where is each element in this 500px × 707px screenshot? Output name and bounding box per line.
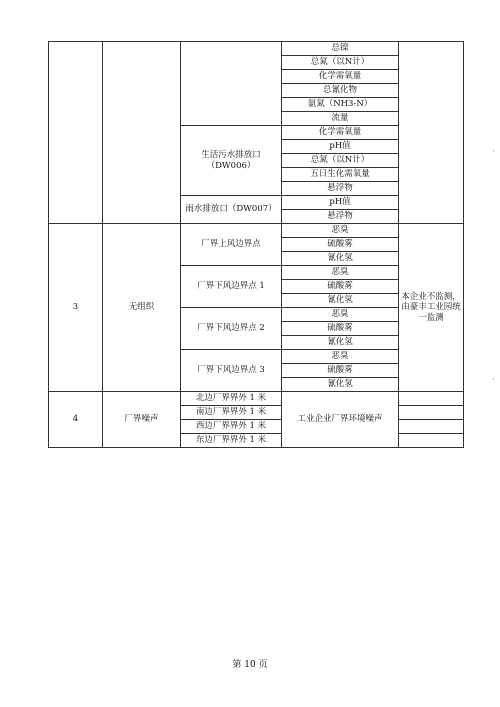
point-cell: 南边厂界界外 1 米 [181, 406, 282, 420]
note-cell-blank [399, 42, 464, 224]
point-cell: 厂界下风边界点 2 [181, 308, 282, 350]
item-cell: 氰化氢 [282, 252, 399, 266]
item-cell: 恶臭 [282, 308, 399, 322]
item-cell: pH值 [282, 196, 399, 210]
table-row [49, 224, 464, 238]
item-cell: 氨氮（NH3-N） [282, 98, 399, 112]
item-cell: 硫酸雾 [282, 322, 399, 336]
point-cell: 西边厂界界外 1 米 [181, 420, 282, 434]
item-cell: 化学需氧量 [282, 70, 399, 84]
index-cell: 4 [49, 392, 103, 448]
scan-speck [493, 150, 494, 152]
item-cell: 流量 [282, 112, 399, 126]
item-cell: 恶臭 [282, 350, 399, 364]
item-cell: 硫酸雾 [282, 280, 399, 294]
item-cell: 硫酸雾 [282, 364, 399, 378]
item-cell: 硫酸雾 [282, 238, 399, 252]
item-cell: 氰化氢 [282, 336, 399, 350]
index-cell: 3 [49, 224, 103, 392]
point-cell: 厂界下风边界点 1 [181, 266, 282, 308]
category-cell: 厂界噪声 [103, 392, 181, 448]
item-cell: 总氮（以N计） [282, 56, 399, 70]
table-row [49, 392, 464, 406]
item-cell: 总氰化物 [282, 84, 399, 98]
point-cell: 厂界下风边界点 3 [181, 350, 282, 392]
page-number: 第 10 页 [232, 660, 268, 670]
item-cell: 总氮（以N计） [282, 154, 399, 168]
outlet-cell-blank [181, 42, 282, 126]
outlet-cell: 雨水排放口（DW007） [181, 196, 282, 224]
note-cell-blank [399, 406, 464, 420]
item-cell: 五日生化需氧量 [282, 168, 399, 182]
point-cell: 北边厂界界外 1 米 [181, 392, 282, 406]
item-cell: 悬浮物 [282, 182, 399, 196]
item-cell: 总镍 [282, 42, 399, 56]
category-cell: 无组织 [103, 224, 181, 392]
item-cell: 悬浮物 [282, 210, 399, 224]
standard-cell: 工业企业厂界环境噪声 [282, 392, 399, 448]
table-row [49, 42, 464, 56]
point-cell: 东边厂界界外 1 米 [181, 434, 282, 448]
note-cell: 本企业不监测，由豪丰工业园统一监测 [399, 224, 464, 392]
outlet-cell: 生活污水排放口（DW006） [181, 126, 282, 196]
item-cell: 恶臭 [282, 224, 399, 238]
item-cell: 氰化氢 [282, 378, 399, 392]
item-cell: pH值 [282, 140, 399, 154]
point-cell: 厂界上风边界点 [181, 224, 282, 266]
index-cell-blank [49, 42, 103, 224]
item-cell: 化学需氧量 [282, 126, 399, 140]
item-cell: 恶臭 [282, 266, 399, 280]
category-cell-blank [103, 42, 181, 224]
scan-speck [493, 378, 494, 380]
note-cell-blank [399, 434, 464, 448]
item-cell: 氰化氢 [282, 294, 399, 308]
note-cell-blank [399, 392, 464, 406]
note-cell-blank [399, 420, 464, 434]
monitoring-table [48, 41, 464, 448]
